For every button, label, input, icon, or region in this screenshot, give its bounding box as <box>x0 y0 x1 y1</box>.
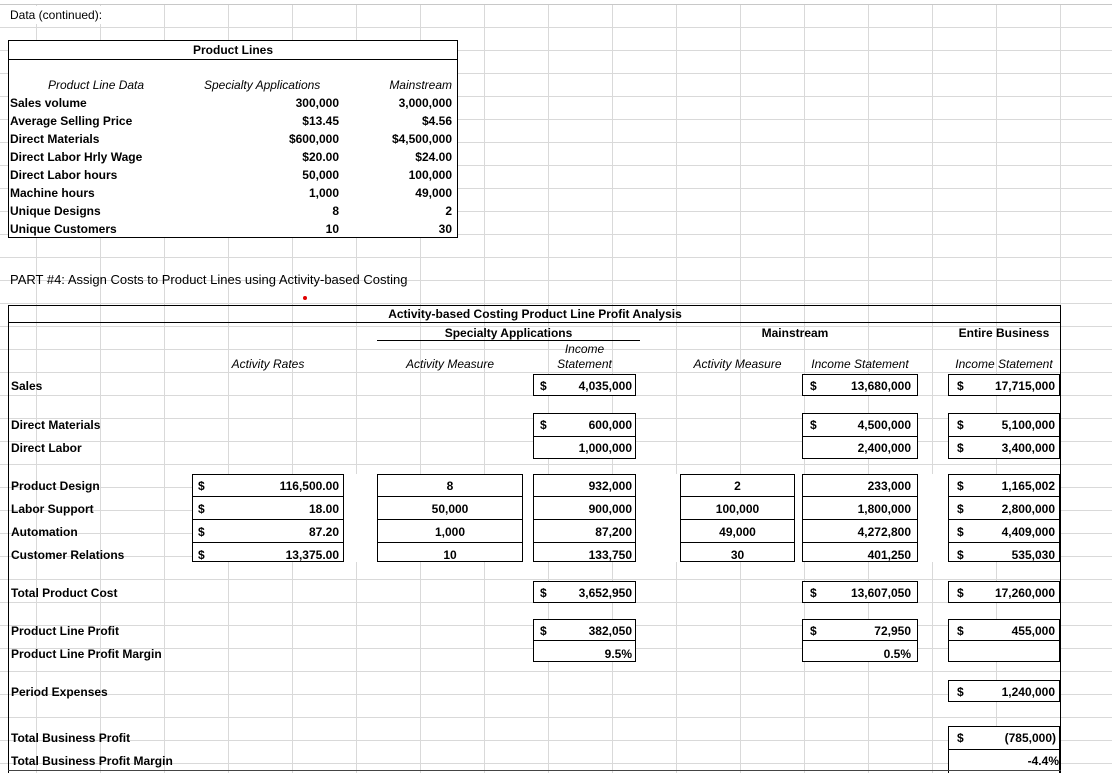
cell-marker-dot <box>303 296 307 300</box>
row-mainstream-value: 30 <box>438 222 452 236</box>
currency-sign: $ <box>540 624 547 638</box>
divider <box>533 436 636 437</box>
business-margin-value: -4.4% <box>1027 754 1059 768</box>
abc-title: Activity-based Costing Product Line Profit Analysis <box>388 307 682 321</box>
row-specialty-value: 10 <box>325 222 339 236</box>
activity-cost-mainstream: 1,800,000 <box>857 502 911 516</box>
currency-sign: $ <box>540 418 547 432</box>
column-header-strip <box>0 0 1112 5</box>
abc-right-border <box>1060 305 1061 773</box>
currency-sign: $ <box>957 379 964 393</box>
activity-cost-specialty: 932,000 <box>588 479 632 493</box>
profit-entire-value: 455,000 <box>1011 624 1055 638</box>
divider <box>533 640 636 641</box>
col-mainstream: Mainstream <box>389 78 452 92</box>
activity-label: Product Design <box>11 479 100 493</box>
business-profit-value: (785,000) <box>1004 731 1056 745</box>
activity-rate: 116,500.00 <box>279 479 339 493</box>
divider <box>948 749 1060 750</box>
abc-bottom-border <box>8 770 1061 771</box>
divider <box>948 640 1060 641</box>
activity-measure-specialty: 1,000 <box>434 525 466 539</box>
row-mainstream-value: 100,000 <box>408 168 452 182</box>
activity-label: Automation <box>11 525 78 539</box>
sales-label: Sales <box>11 379 43 393</box>
direct-labor-label: Direct Labor <box>11 441 82 455</box>
divider <box>802 640 918 641</box>
activity-cost-mainstream: 233,000 <box>867 479 911 493</box>
activity-measure-specialty: 50,000 <box>431 502 469 516</box>
row-label: Direct Materials <box>10 132 100 146</box>
sales-mainstream-value: 13,680,000 <box>850 379 911 393</box>
activity-rate: 13,375.00 <box>285 548 339 562</box>
activity-rate: 18.00 <box>308 502 339 516</box>
total-business-profit-label: Total Business Profit <box>11 731 131 745</box>
currency-sign: $ <box>957 685 964 699</box>
row-specialty-value: 300,000 <box>295 96 339 110</box>
product-line-profit-label: Product Line Profit <box>11 624 119 638</box>
h-income-statement-entire: Income Statement <box>955 357 1053 371</box>
currency-sign: $ <box>957 479 964 493</box>
activity-cost-specialty: 87,200 <box>595 525 632 539</box>
group-entire-business: Entire Business <box>958 326 1050 340</box>
currency-sign: $ <box>540 379 547 393</box>
col-product-line-data: Product Line Data <box>48 78 145 92</box>
h-activity-measure-mainstream: Activity Measure <box>693 357 782 371</box>
activity-measure-mainstream: 2 <box>734 479 741 493</box>
currency-sign: $ <box>540 586 547 600</box>
sales-entire-value: 17,715,000 <box>994 379 1055 393</box>
row-label: Direct Labor hours <box>10 168 118 182</box>
row-label: Average Selling Price <box>10 114 133 128</box>
gap <box>918 474 948 562</box>
gap <box>344 474 377 562</box>
total-product-cost-label: Total Product Cost <box>11 586 118 600</box>
row-mainstream-value: $4.56 <box>421 114 452 128</box>
h-activity-measure-specialty: Activity Measure <box>405 357 495 371</box>
row-specialty-value: 50,000 <box>302 168 339 182</box>
col-specialty-applications: Specialty Applications <box>204 78 321 92</box>
total-business-margin-label: Total Business Profit Margin <box>11 754 173 768</box>
total-cost-specialty-value: 3,652,950 <box>578 586 632 600</box>
activity-cost-mainstream: 4,272,800 <box>857 525 911 539</box>
activity-cost-entire: 1,165,002 <box>1001 479 1055 493</box>
row-mainstream-value: 49,000 <box>415 186 452 200</box>
h-activity-rates: Activity Rates <box>231 357 305 371</box>
h-income-statement-mainstream: Income Statement <box>811 357 909 371</box>
activity-cost-specialty: 133,750 <box>588 548 632 562</box>
currency-sign: $ <box>198 479 205 493</box>
activity-measure-mainstream: 100,000 <box>715 502 760 516</box>
activity-cost-specialty: 900,000 <box>588 502 632 516</box>
dl-mainstream-value: 2,400,000 <box>857 441 911 455</box>
sales-specialty-value: 4,035,000 <box>578 379 632 393</box>
product-line-margin-label: Product Line Profit Margin <box>11 647 162 661</box>
abc-title-divider <box>8 322 1061 323</box>
activity-measure-specialty: 10 <box>443 548 457 562</box>
currency-sign: $ <box>957 586 964 600</box>
h-income-line1: Income <box>564 342 605 356</box>
gap <box>795 474 802 562</box>
currency-sign: $ <box>810 624 817 638</box>
currency-sign: $ <box>957 624 964 638</box>
dm-entire-value: 5,100,000 <box>1001 418 1055 432</box>
profit-specialty-value: 382,050 <box>588 624 632 638</box>
activity-cost-entire: 4,409,000 <box>1001 525 1055 539</box>
row-label: Sales volume <box>10 96 87 110</box>
row-specialty-value: 1,000 <box>308 186 339 200</box>
period-expenses-value: 1,240,000 <box>1001 685 1055 699</box>
activity-measure-specialty: 8 <box>446 479 454 493</box>
divider <box>948 436 1060 437</box>
table1-divider <box>8 59 458 60</box>
currency-sign: $ <box>957 731 964 745</box>
currency-sign: $ <box>957 502 964 516</box>
row-mainstream-value: $4,500,000 <box>391 132 452 146</box>
row-label: Direct Labor Hrly Wage <box>10 150 143 164</box>
divider <box>802 436 918 437</box>
profit-mainstream-value: 72,950 <box>874 624 911 638</box>
row-specialty-value: $600,000 <box>288 132 339 146</box>
row-label: Unique Customers <box>10 222 117 236</box>
dm-specialty-value: 600,000 <box>588 418 632 432</box>
total-cost-mainstream-value: 13,607,050 <box>850 586 911 600</box>
dl-specialty-value: 1,000,000 <box>578 441 632 455</box>
currency-sign: $ <box>810 379 817 393</box>
activity-label: Labor Support <box>11 502 94 516</box>
row-specialty-value: $20.00 <box>302 150 339 164</box>
row-mainstream-value: 3,000,000 <box>398 96 452 110</box>
currency-sign: $ <box>198 548 205 562</box>
group-mainstream: Mainstream <box>761 326 829 340</box>
row-label: Machine hours <box>10 186 95 200</box>
currency-sign: $ <box>957 418 964 432</box>
group-specialty: Specialty Applications <box>444 326 573 340</box>
product-lines-header: Product Lines <box>193 43 274 57</box>
activity-cost-entire: 2,800,000 <box>1001 502 1055 516</box>
dm-mainstream-value: 4,500,000 <box>857 418 911 432</box>
activity-cost-entire: 535,030 <box>1011 548 1055 562</box>
row-mainstream-value: $24.00 <box>415 150 452 164</box>
gap <box>523 474 533 562</box>
activity-measure-mainstream: 30 <box>730 548 745 562</box>
activity-measure-mainstream: 49,000 <box>719 525 756 539</box>
activity-label: Customer Relations <box>11 548 125 562</box>
direct-materials-label: Direct Materials <box>11 418 101 432</box>
activity-rate: 87.20 <box>308 525 339 539</box>
currency-sign: $ <box>957 525 964 539</box>
total-cost-entire-value: 17,260,000 <box>994 586 1055 600</box>
currency-sign: $ <box>957 548 964 562</box>
currency-sign: $ <box>810 418 817 432</box>
dl-entire-value: 3,400,000 <box>1001 441 1055 455</box>
row-specialty-value: 8 <box>332 204 339 218</box>
currency-sign: $ <box>957 441 964 455</box>
period-expenses-label: Period Expenses <box>11 685 108 699</box>
activity-cost-mainstream: 401,250 <box>867 548 911 562</box>
margin-mainstream-value: 0.5% <box>883 647 911 661</box>
row-label: Unique Designs <box>10 204 101 218</box>
currency-sign: $ <box>198 502 205 516</box>
part4-title: PART #4: Assign Costs to Product Lines using Activity-based Costing <box>10 272 408 287</box>
sheet-title: Data (continued): <box>10 8 103 22</box>
currency-sign: $ <box>198 525 205 539</box>
row-mainstream-value: 2 <box>445 204 452 218</box>
margin-specialty-value: 9.5% <box>604 647 632 661</box>
gap <box>636 474 680 562</box>
row-specialty-value: $13.45 <box>302 114 339 128</box>
currency-sign: $ <box>810 586 817 600</box>
h-income-line2: Statement <box>557 357 612 371</box>
abc-left-border <box>8 305 9 773</box>
